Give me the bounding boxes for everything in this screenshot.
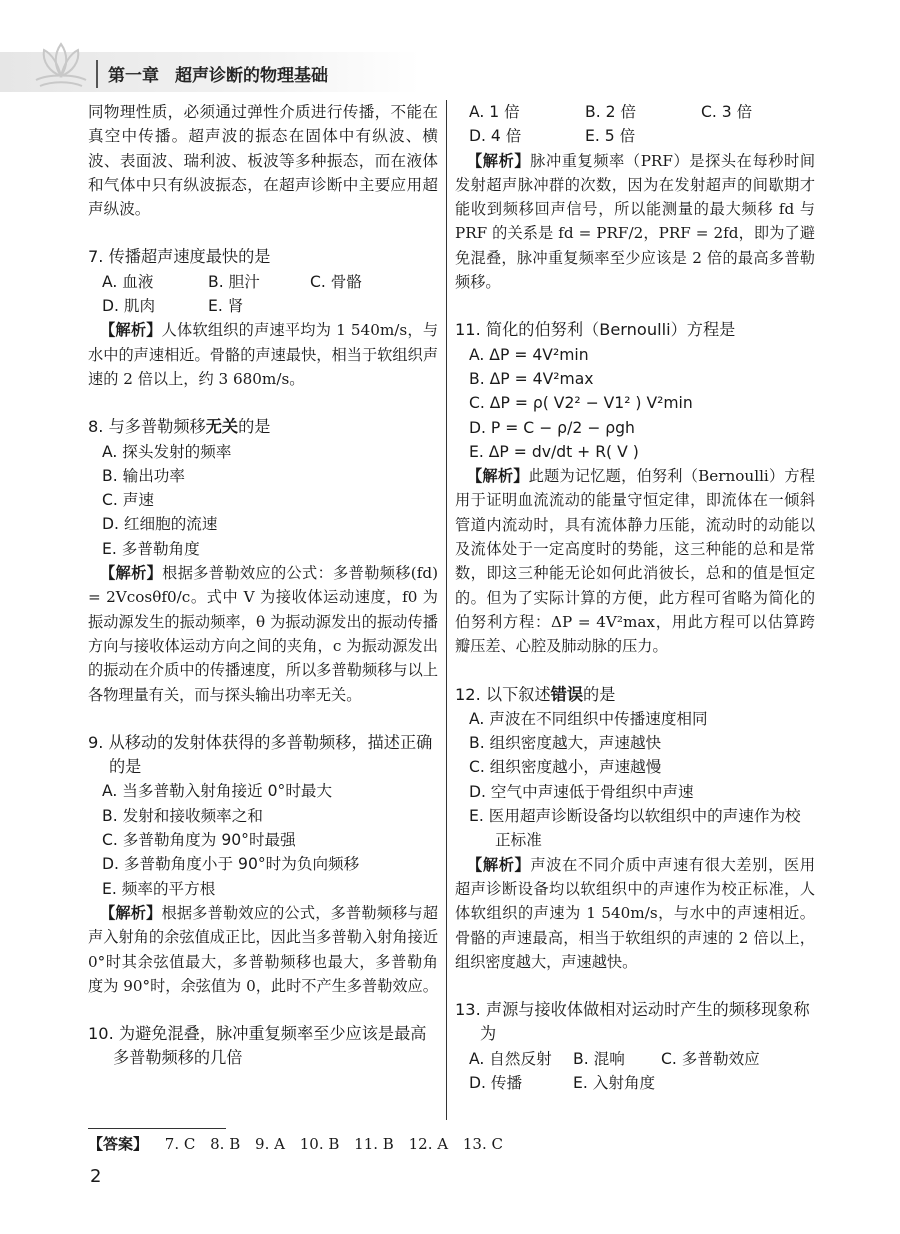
option-e: E. 入射角度 [573,1073,656,1092]
option-b: B. 混响 [573,1049,625,1068]
question-10-continued [455,100,815,294]
explanation-tag: 【解析】 [467,467,529,486]
option-a: A. 探头发射的频率 [102,442,232,461]
question-8 [88,415,438,707]
answer-item: 7. C [164,1135,196,1153]
option-e: E. 5 倍 [585,127,636,146]
question-10 [88,1022,438,1071]
explanation: 【解析】根据多普勒效应的公式，多普勒频移与超声入射角的余弦值成正比，因此当多普勒入射角接近 0°时其余弦值最大，多普勒频移也最大，多普勒角度为 90°时，余弦值为 0，此时不产生多普勒效应。 [88,903,439,995]
answer-key [88,1133,513,1154]
lotus-logo-icon [30,36,92,94]
answer-item: 8. B [210,1135,241,1153]
explanation: 【解析】根据多普勒效应的公式：多普勒频移(fd) = 2Vcosθf0/c。式中 V 为接收体运动速度，f0 为振动源发生的振动频率，θ 为振动源发出的振动传播方向与接收体运动方向之间的夹角，c 为振动源发出的振动在介质中的传播速度，所以多普勒频移与以上各物理量有关，而与探头输出功率无关。 [88,564,439,704]
page-number: 2 [90,1166,102,1187]
option-b: B. 发射和接收频率之和 [102,806,263,825]
right-column [455,100,815,1095]
explanation-tag: 【解析】 [100,903,162,922]
explanation: 【解析】人体软组织的声速平均为 1 540m/s，与水中的声速相近。骨骼的声速最快，相当于软组织声速的 2 倍以上，约 3 680m/s。 [88,321,439,388]
option-e: E. 多普勒角度 [102,539,200,558]
option-d: D. P = C − ρ/2 − ρgh [469,418,635,437]
option-b: B. 组织密度越大，声速越快 [469,734,662,753]
emphasis: 错误 [550,684,584,704]
explanation-tag: 【解析】 [100,321,162,340]
answer-item: 9. A [255,1135,285,1153]
option-e: E. ΔP = dv/dt + R( V ) [469,442,639,461]
option-c: C. ΔP = ρ( V2² − V1² ) V²min [469,394,693,413]
explanation-tag: 【解析】 [100,564,163,583]
option-row [455,100,815,124]
question-stem: 11. 简化的伯努利（Bernoulli）方程是 [455,320,736,340]
header-separator [96,60,98,88]
answer-item: 12. A [408,1135,449,1153]
option-d: D. 4 倍 [469,127,522,146]
option-c: C. 多普勒效应 [661,1049,760,1068]
option-a: A. 声波在不同组织中传播速度相同 [469,709,708,728]
question-7 [88,245,438,391]
option-d: D. 传播 [469,1073,523,1092]
answer-item: 13. C [462,1135,503,1153]
question-stem: 7. 传播超声速度最快的是 [88,247,271,267]
option-b: B. 输出功率 [102,466,185,485]
question-stem: 12. 以下叙述错误的是 [455,684,616,704]
option-e: E. 医用超声诊断设备均以软组织中的声速作为校正标准 [469,807,801,850]
intro-paragraph: 同物理性质，必须通过弹性介质进行传播，不能在真空中传播。超声波的振态在固体中有纵波、横波、表面波、瑞利波、板波等多种振态，而在液体和气体中只有纵波振态，在超声诊断中主要应用超声纵波。 [88,103,438,219]
chapter-title: 超声诊断的物理基础 [175,66,328,86]
column-divider [446,100,447,1120]
explanation: 【解析】此题为记忆题，伯努利（Bernoulli）方程用于证明血流流动的能量守恒定律，即流体在一倾斜管道内流动时，具有流体静力压能，流动时的动能以及流体处于一定高度时的势能，这三种能的总和是常数，即这三种能无论如何此消彼长，总和的值是恒定的。但为了实际计算的方便，此方程可省略为简化的伯努利方程：ΔP = 4V²max，用此方程可以估算跨瓣压差、心腔及肺动脉的压力。 [455,467,815,656]
explanation: 【解析】声波在不同介质中声速有很大差别，医用超声诊断设备均以软组织中的声速作为校正标准，人体软组织的声速为 1 540m/s，与水中的声速相近。骨骼的声速最高，相当于软组织的声速的 2 倍以上，组织密度越大，声速越快。 [455,855,816,971]
option-a: A. 1 倍 [469,103,520,121]
question-stem: 8. 与多普勒频移无关的是 [88,417,271,437]
option-c: C. 骨骼 [310,272,362,291]
option-a: A. ΔP = 4V²min [469,345,589,364]
option-b: B. 胆汁 [208,272,260,291]
option-b: B. ΔP = 4V²max [469,369,594,388]
option-d: D. 红细胞的流速 [102,515,218,534]
left-column [88,100,438,1071]
page-header [0,0,900,110]
option-c: C. 声速 [102,491,154,510]
explanation-tag: 【解析】 [467,855,531,874]
option-d: D. 肌肉 [102,297,156,316]
option-a: A. 自然反射 [469,1049,552,1068]
option-b: B. 2 倍 [585,103,637,121]
question-13 [455,998,815,1095]
question-stem: 10. 为避免混叠，脉冲重复频率至少应该是最高多普勒频移的几倍 [88,1024,427,1068]
option-e: E. 频率的平方根 [102,879,216,898]
explanation: 【解析】脉冲重复频率（PRF）是探头在每秒时间发射超声脉冲群的次数，因为在发射超声的间歇期才能收到频移回声信号，所以能测量的最大频移 fd 与 PRF 的关系是 fd = PRF/2，PRF = 2fd，即为了避免混叠，脉冲重复频率至少应该是 2 倍的最高多普勒频移。 [455,151,816,292]
explanation-tag: 【解析】 [467,151,531,170]
option-row [455,1071,815,1095]
question-12 [455,683,815,975]
question-stem: 9. 从移动的发射体获得的多普勒频移，描述正确的是 [88,732,433,777]
chapter-number: 第一章 [108,66,159,86]
option-a: A. 血液 [102,272,154,291]
answer-divider [88,1128,226,1129]
option-a: A. 当多普勒入射角接近 0°时最大 [102,782,333,801]
option-d: D. 空气中声速低于骨组织中声速 [469,782,694,801]
option-c: C. 多普勒角度为 90°时最强 [102,831,296,850]
answer-item: 10. B [299,1135,340,1153]
question-stem: 13. 声源与接收体做相对运动时产生的频移现象称为 [455,1000,810,1044]
option-row [455,124,815,148]
option-row [88,294,438,318]
option-e: E. 肾 [208,297,244,316]
question-11 [455,318,815,658]
option-d: D. 多普勒角度小于 90°时为负向频移 [102,855,360,874]
chapter-heading [108,61,328,86]
option-row [455,1047,815,1071]
option-c: C. 3 倍 [701,103,753,121]
answer-key-label: 【答案】 [88,1135,149,1153]
option-c: C. 组织密度越小，声速越慢 [469,758,662,777]
emphasis: 无关 [205,417,239,437]
question-9 [88,731,438,998]
option-row [88,270,438,294]
answer-item: 11. B [354,1135,394,1153]
